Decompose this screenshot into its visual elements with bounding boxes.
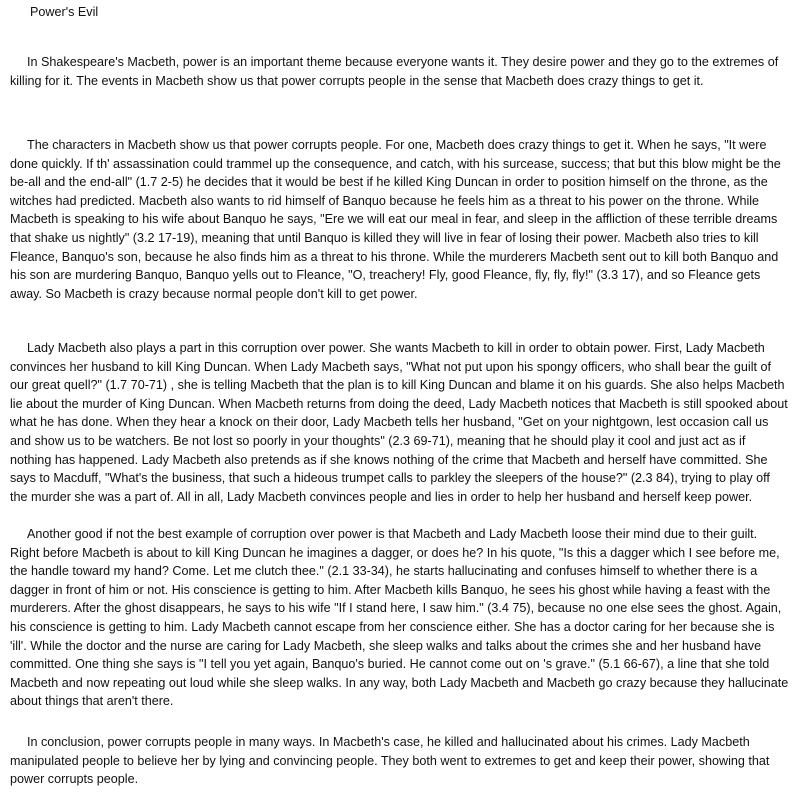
- paragraph-macbeth-power: The characters in Macbeth show us that power corrupts people. For one, Macbeth does crazy things to get it. When he says, "It were done quickly. If th' assassination could trammel up the consequence, and catch, with his surcease, success; that but this blow might be the be-all and the end-all" (1.7 2-5) he decides that it would be best if he killed King Duncan in order to position himself on the throne, as the witches had predicted. Macbeth also wants to rid himself of Banquo because he feels him as a threat to his power on the throne. While Macbeth is speaking to his wife about Banquo he says, "Ere we will eat our meal in fear, and sleep in the affliction of these terrible dreams that shake us nightly" (3.2 17-19), meaning that until Banquo is killed they will live in fear of losing their power. Macbeth also tries to kill Fleance, Banquo's son, because he also finds him as a threat to his throne. While the murderers Macbeth sent out to kill both Banquo and his son are murdering Banquo, Banquo yells out to Fleance, "O, treachery! Fly, good Fleance, fly, fly, fly!" (3.3 17), and so Fleance gets away. So Macbeth is crazy because normal people don't kill to get power.: [10, 138, 781, 301]
- paragraph-lady-macbeth-power: Lady Macbeth also plays a part in this corruption over power. She wants Macbeth to kill in order to obtain power. First, Lady Macbeth convinces her husband to kill King Duncan. When Lady Macbeth says, "What not put upon his spongy officers, who shall bear the guilt of our great quell?" (1.7 70-71) , she is telling Macbeth that the plan is to kill King Duncan and blame it on his guards. She also helps Macbeth lie about the murder of King Duncan. When Macbeth returns from doing the deed, Lady Macbeth notices that Macbeth is still spooked about what he has done. When they hear a knock on their door, Lady Macbeth tells her husband, "Get on your nightgown, lest occasion call us and show us to be watchers. Be not lost so poorly in your thoughts" (2.3 69-71), meaning that he should play it cool and just act as if nothing has happened. Lady Macbeth also pretends as if she knows nothing of the crime that Macbeth and herself have committed. She says to Macduff, "What's the business, that such a hideous trumpet calls to parkley the sleepers of the house?" (2.3 84), trying to play off the murder she was a part of. All in all, Lady Macbeth convinces people and lies in order to help her husband and herself keep power.: [10, 341, 788, 504]
- paragraph-conclusion: In conclusion, power corrupts people in many ways. In Macbeth's case, he killed and hallucinated about his crimes. Lady Macbeth manipulated people to believe her by lying and convincing people. They both went to extremes to get and keep their power, showing that power corrupts people.: [10, 735, 770, 787]
- document-title: Power's Evil: [30, 5, 99, 19]
- paragraph-introduction: In Shakespeare's Macbeth, power is an important theme because everyone wants it. They desire power and they go to the extremes of killing for it. The events in Macbeth show us that power corrupts people in the sense that Macbeth does crazy things to get it.: [10, 55, 779, 88]
- paragraph-guilt-hallucinations: Another good if not the best example of corruption over power is that Macbeth and Lady Macbeth loose their mind due to their guilt. Right before Macbeth is about to kill King Duncan he imagines a dagger, or does he? In his quote, "Is this a dagger which I see before me, the handle toward my hand? Come. Let me clutch thee." (2.1 33-34), he starts hallucinating and confuses himself to whether there is a dagger in front of him or not. His conscience is getting to him. After Macbeth kills Banquo, he sees his ghost while having a feast with the murderers. After the ghost disappears, he says to his wife "If I stand here, I saw him." (3.4 75), because no one else sees the ghost. Again, his conscience is getting to him. Lady Macbeth cannot escape from her conscience either. She has a doctor caring for her because she is 'ill'. While the doctor and the nurse are caring for Lady Macbeth, she sleep walks and talks about the crimes she and her husband have committed. One thing she says is "I tell you yet again, Banquo's buried. He cannot come out on 's grave." (5.1 66-67), a line that she told Macbeth and now repeating out loud while she sleep walks. In any way, both Lady Macbeth and Macbeth go crazy because they hallucinate about things that aren't there.: [10, 527, 789, 709]
